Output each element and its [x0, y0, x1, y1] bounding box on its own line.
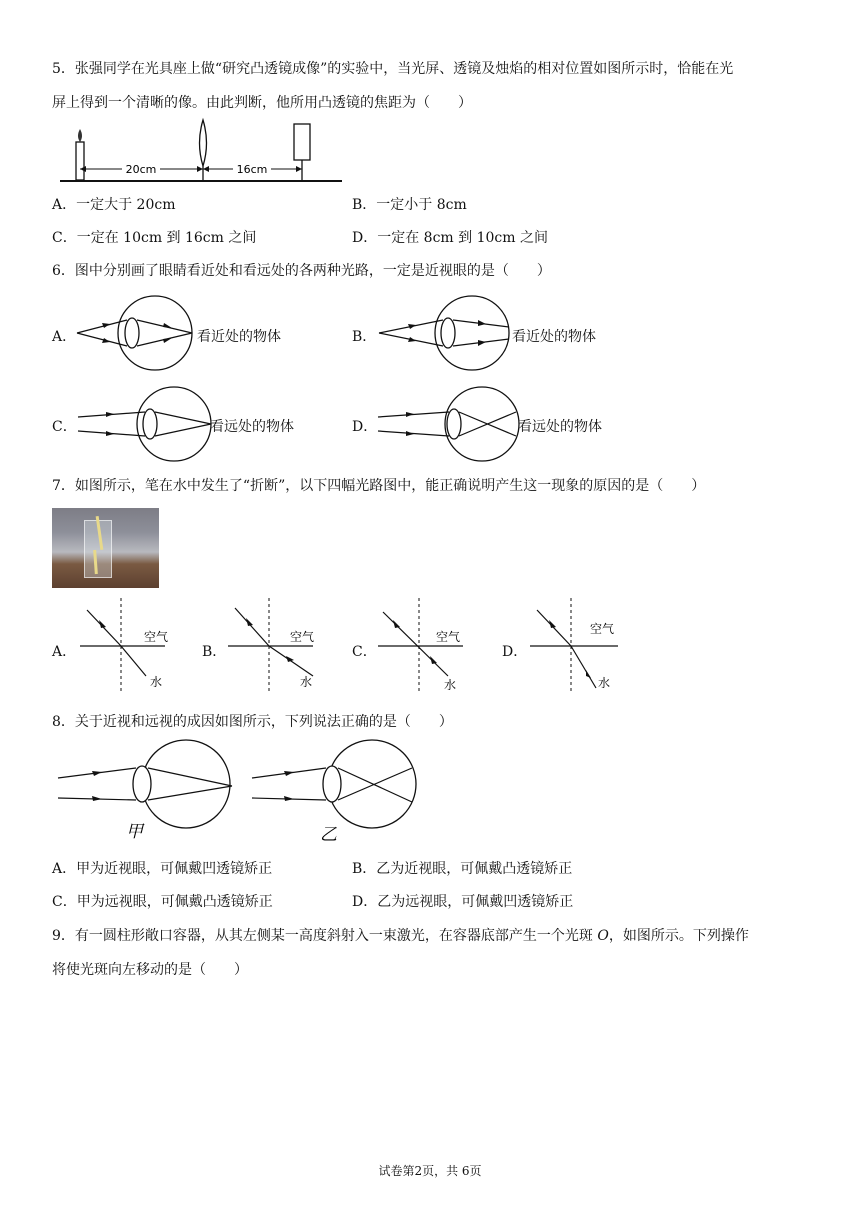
q6-option-c-eye-diagram [76, 387, 216, 463]
dimension-label-16cm: 16cm [236, 163, 268, 176]
q5-option-a[interactable]: A．一定大于 20cm [52, 197, 176, 213]
q6-option-a-eye-diagram [72, 296, 197, 372]
q6-option-d-caption: 看远处的物体 [518, 419, 602, 435]
q8-eye-figure-jia [56, 738, 241, 842]
spot-variable-o: O [597, 928, 609, 944]
air-label: 空气 [144, 630, 169, 644]
air-label: 空气 [590, 622, 615, 636]
q6-option-b-caption: 看近处的物体 [512, 329, 596, 345]
water-label: 水 [444, 678, 457, 692]
figure-label-jia: 甲 [126, 822, 143, 842]
q7-option-c-letter[interactable]: C． [352, 644, 377, 660]
q8-option-c[interactable]: C．甲为远视眼，可佩戴凸透镜矫正 [52, 894, 273, 910]
q9-stem-line2: 将使光斑向左移动的是（ ） [52, 962, 248, 978]
screen [294, 124, 310, 160]
q5-option-d[interactable]: D．一定在 8cm 到 10cm 之间 [352, 230, 548, 246]
convex-lens [200, 120, 207, 166]
q7-stem: 7．如图所示，笔在水中发生了“折断”，以下四幅光路图中，能正确说明产生这一现象的原因的是（ ） [52, 478, 706, 494]
candle [76, 129, 84, 180]
q8-option-b[interactable]: B．乙为近视眼，可佩戴凸透镜矫正 [352, 861, 573, 877]
dimension-label-20cm: 20cm [125, 163, 157, 176]
q8-option-a[interactable]: A．甲为近视眼，可佩戴凹透镜矫正 [52, 861, 273, 877]
water-label: 水 [598, 676, 611, 690]
q7-option-a-letter[interactable]: A． [52, 644, 77, 660]
pen-in-water-photo [52, 508, 159, 588]
q8-option-d[interactable]: D．乙为远视眼，可佩戴凹透镜矫正 [352, 894, 574, 910]
q7-option-d-diagram [530, 598, 640, 694]
air-label: 空气 [290, 630, 315, 644]
q6-option-c-letter[interactable]: C． [52, 419, 77, 435]
q5-option-b[interactable]: B．一定小于 8cm [352, 197, 467, 213]
q6-stem: 6．图中分别画了眼睛看近处和看远处的各两种光路，一定是近视眼的是（ ） [52, 263, 551, 279]
q7-option-a-diagram [80, 598, 190, 694]
q6-option-a-caption: 看近处的物体 [197, 329, 281, 345]
q5-stem-line1: 5．张强同学在光具座上做“研究凸透镜成像”的实验中，当光屏、透镜及烛焰的相对位置如图所示时，恰能在光 [52, 61, 734, 77]
q6-option-c-caption: 看远处的物体 [210, 419, 294, 435]
q6-option-b-eye-diagram [374, 296, 514, 372]
figure-label-yi: 乙 [320, 825, 337, 845]
q7-option-b-diagram [228, 598, 338, 694]
q6-option-d-letter[interactable]: D． [352, 419, 378, 435]
q7-option-c-diagram [378, 598, 488, 694]
q5-stem-line2: 屏上得到一个清晰的像。由此判断，他所用凸透镜的焦距为（ ） [52, 95, 472, 111]
q5-optical-bench-figure [60, 118, 350, 188]
q5-option-c[interactable]: C．一定在 10cm 到 16cm 之间 [52, 230, 257, 246]
q8-eye-figure-yi [250, 738, 420, 844]
water-label: 水 [300, 675, 313, 689]
q9-stem-line1: 9．有一圆柱形敞口容器，从其左侧某一高度斜射入一束激光，在容器底部产生一个光斑 O，如图所示。下列操作 [52, 928, 749, 944]
q6-option-d-eye-diagram [376, 387, 521, 463]
q7-option-d-letter[interactable]: D． [502, 644, 528, 660]
q8-stem: 8．关于近视和远视的成因如图所示，下列说法正确的是（ ） [52, 714, 453, 730]
q7-option-b-letter[interactable]: B． [202, 644, 227, 660]
page-footer: 试卷第2页，共 6页 [378, 1164, 482, 1178]
q6-option-a-letter[interactable]: A． [52, 329, 77, 345]
water-label: 水 [150, 675, 163, 689]
air-label: 空气 [436, 630, 461, 644]
q6-option-b-letter[interactable]: B． [352, 329, 377, 345]
